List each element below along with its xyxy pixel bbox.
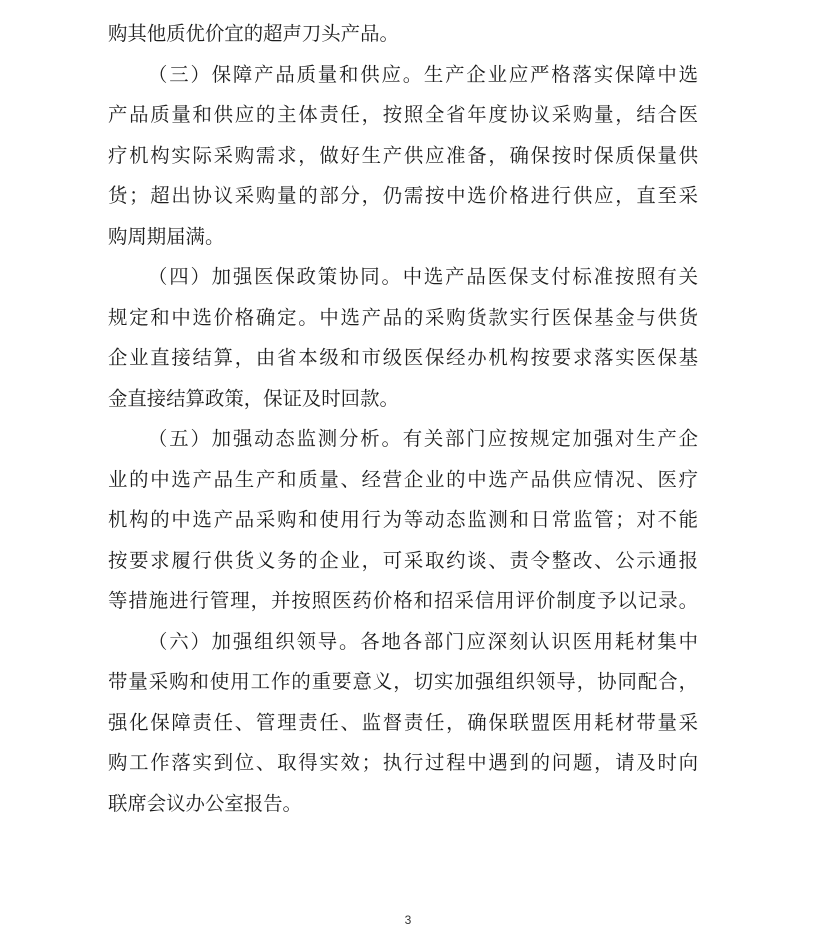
text-line: 规定和中选价格确定。中选产品的采购货款实行医保基金与供货 bbox=[108, 305, 698, 329]
text-line: 强化保障责任、管理责任、监督责任，确保联盟医用耗材带量采 bbox=[108, 710, 698, 734]
text-line: 金直接结算政策，保证及时回款。 bbox=[108, 386, 399, 410]
text-line: 按要求履行供货义务的企业，可采取约谈、责令整改、公示通报 bbox=[108, 548, 698, 572]
text-line: 等措施进行管理，并按照医药价格和招采信用评价制度予以记录。 bbox=[108, 589, 698, 612]
text-line: （五）加强动态监测分析。有关部门应按规定加强对生产企 bbox=[148, 427, 698, 450]
text-line: 企业直接结算，由省本级和市级医保经办机构按要求落实医保基 bbox=[108, 346, 698, 369]
text-line: 机构的中选产品采购和使用行为等动态监测和日常监管；对不能 bbox=[108, 508, 698, 531]
text-line: 产品质量和供应的主体责任，按照全省年度协议采购量，结合医 bbox=[108, 103, 698, 126]
text-line: （六）加强组织领导。各地各部门应深刻认识医用耗材集中 bbox=[148, 629, 698, 653]
page-number: 3 bbox=[404, 913, 412, 927]
text-line: 货；超出协议采购量的部分，仍需按中选价格进行供应，直至采 bbox=[108, 184, 698, 207]
text-line: （四）加强医保政策协同。中选产品医保支付标准按照有关 bbox=[148, 265, 698, 288]
text-line: 业的中选产品生产和质量、经营企业的中选产品供应情况、医疗 bbox=[108, 467, 698, 491]
text-line: 购工作落实到位、取得实效；执行过程中遇到的问题，请及时向 bbox=[108, 751, 698, 774]
text-line: 购周期届满。 bbox=[108, 224, 225, 248]
text-line: 购其他质优价宜的超声刀头产品。 bbox=[108, 22, 399, 45]
text-line: 联席会议办公室报告。 bbox=[108, 791, 302, 815]
text-line: （三）保障产品质量和供应。生产企业应严格落实保障中选 bbox=[148, 62, 698, 86]
text-line: 疗机构实际采购需求，做好生产供应准备，确保按时保质保量供 bbox=[108, 143, 698, 167]
text-line: 带量采购和使用工作的重要意义，切实加强组织领导，协同配合， bbox=[108, 670, 698, 693]
document-body bbox=[108, 14, 698, 824]
